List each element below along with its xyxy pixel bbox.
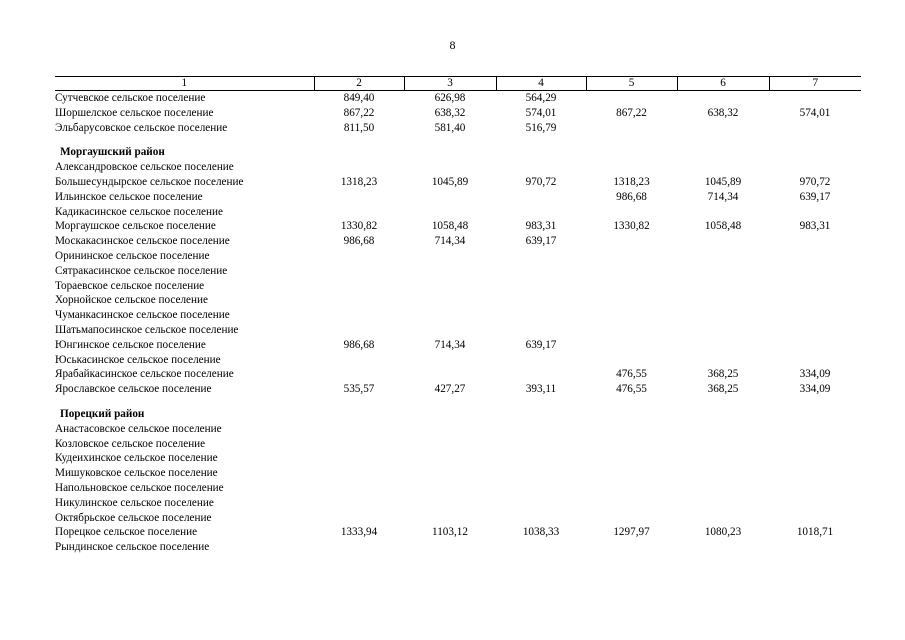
value-cell-col4	[496, 422, 586, 437]
settlement-name: Сятракасинское сельское поселение	[55, 264, 228, 277]
value-cell-col4: 516,79	[525, 121, 557, 134]
value-cell-col5	[586, 323, 677, 338]
value-cell-col2	[314, 353, 404, 368]
column-header: 1	[55, 77, 314, 91]
settlement-name: Кадикасинское сельское поселение	[55, 205, 223, 218]
value-cell-col2: 986,68	[343, 235, 375, 248]
value-cell-col4: 393,11	[525, 383, 557, 396]
value-cell-col6	[677, 511, 769, 526]
value-cell-col4	[496, 323, 586, 338]
table-row	[55, 160, 861, 175]
value-cell-col5	[586, 234, 677, 249]
value-cell-col2	[314, 308, 404, 323]
value-cell-col3	[404, 496, 496, 511]
settlement-name: Сутчевское сельское поселение	[55, 92, 206, 104]
value-cell-col6: 1045,89	[704, 175, 742, 188]
table-row	[55, 338, 861, 353]
value-cell-col2: 811,50	[343, 121, 375, 134]
value-cell-col5	[586, 437, 677, 452]
value-cell-col7: 334,09	[799, 368, 831, 381]
column-header: 7	[769, 77, 861, 91]
settlement-name: Шоршелское сельское поселение	[55, 106, 214, 119]
value-cell-col3	[404, 190, 496, 205]
table-row	[55, 481, 861, 496]
value-cell-col3	[404, 264, 496, 279]
value-cell-col4	[496, 190, 586, 205]
table-row	[55, 234, 861, 249]
value-cell-col2	[314, 264, 404, 279]
value-cell-col5: 1297,97	[613, 526, 650, 539]
value-cell-col2: 1318,23	[340, 175, 378, 188]
value-cell-col7	[769, 121, 861, 136]
value-cell-col5	[586, 422, 677, 437]
value-cell-col7	[769, 293, 861, 308]
value-cell-col3: 714,34	[434, 235, 466, 248]
table-row	[55, 525, 861, 540]
value-cell-col5	[586, 160, 677, 175]
value-cell-col4	[496, 437, 586, 452]
value-cell-col5: 1330,82	[613, 220, 650, 233]
settlement-name: Порецкое сельское поселение	[55, 526, 198, 539]
column-header: 4	[496, 77, 586, 91]
value-cell-col5: 867,22	[616, 106, 647, 119]
table-row	[55, 219, 861, 234]
value-cell-col5: 476,55	[616, 368, 647, 381]
settlement-name: Моргаушское сельское поселение	[55, 220, 216, 233]
value-cell-col3	[404, 367, 496, 382]
district-heading-row	[55, 135, 861, 160]
value-cell-col4	[496, 353, 586, 368]
table-row	[55, 190, 861, 205]
value-cell-col4: 574,01	[525, 106, 557, 119]
district-heading-row	[55, 397, 861, 422]
value-cell-col2: 535,57	[343, 383, 375, 396]
value-cell-col2	[314, 190, 404, 205]
settlement-name: Анастасовское сельское поселение	[55, 422, 222, 435]
table-row	[55, 451, 861, 466]
settlement-name: Эльбарусовское сельское поселение	[55, 121, 228, 134]
value-cell-col4: 564,29	[525, 92, 557, 104]
value-cell-col3	[404, 160, 496, 175]
value-cell-col3	[404, 279, 496, 294]
value-cell-col2	[314, 249, 404, 264]
value-cell-col3	[404, 451, 496, 466]
value-cell-col6: 1058,48	[704, 220, 742, 233]
value-cell-col2	[314, 422, 404, 437]
value-cell-col3: 1103,12	[432, 526, 468, 539]
value-cell-col7	[769, 451, 861, 466]
value-cell-col6	[677, 293, 769, 308]
value-cell-col5	[586, 540, 677, 555]
value-cell-col5: 986,68	[616, 190, 647, 203]
column-header: 2	[314, 77, 404, 91]
table-row	[55, 121, 861, 136]
value-cell-col6	[677, 323, 769, 338]
value-cell-col4	[496, 481, 586, 496]
table-row	[55, 367, 861, 382]
value-cell-col7	[769, 279, 861, 294]
value-cell-col6: 368,25	[707, 368, 739, 381]
value-cell-col4: 639,17	[525, 338, 557, 351]
settlement-name: Ильинское сельское поселение	[55, 190, 203, 203]
value-cell-col5	[586, 466, 677, 481]
table-row	[55, 308, 861, 323]
value-cell-col3: 638,32	[434, 106, 466, 119]
value-cell-col2	[314, 437, 404, 452]
value-cell-col4: 1038,33	[522, 526, 560, 539]
value-cell-col5	[586, 308, 677, 323]
table-row	[55, 249, 861, 264]
settlement-name: Большесундырское сельское поселение	[55, 175, 244, 188]
value-cell-col4	[496, 540, 586, 555]
settlement-name: Александровское сельское поселение	[55, 161, 234, 174]
value-cell-col5	[586, 353, 677, 368]
settlement-name: Хорнойское сельское поселение	[55, 294, 208, 307]
value-cell-col2: 1333,94	[340, 526, 378, 539]
value-cell-col2	[314, 279, 404, 294]
settlement-name: Напольновское сельское поселение	[55, 481, 224, 494]
value-cell-col7	[769, 540, 861, 555]
value-cell-col3	[404, 422, 496, 437]
table-row	[55, 293, 861, 308]
value-cell-col2	[314, 511, 404, 526]
value-cell-col7	[769, 437, 861, 452]
value-cell-col3	[404, 540, 496, 555]
settlement-name: Мишуковское сельское поселение	[55, 467, 218, 480]
value-cell-col3	[404, 437, 496, 452]
value-cell-col4	[496, 308, 586, 323]
value-cell-col6: 714,34	[707, 190, 739, 203]
value-cell-col3: 427,27	[434, 383, 466, 396]
value-cell-col2	[314, 293, 404, 308]
value-cell-col7	[769, 496, 861, 511]
value-cell-col2	[314, 481, 404, 496]
value-cell-col3: 1058,48	[431, 220, 469, 233]
value-cell-col7	[769, 481, 861, 496]
value-cell-col4	[496, 496, 586, 511]
value-cell-col4	[496, 249, 586, 264]
value-cell-col6	[677, 353, 769, 368]
value-cell-col4	[496, 367, 586, 382]
settlement-name: Октябрьское сельское поселение	[55, 511, 212, 524]
value-cell-col6	[677, 279, 769, 294]
value-cell-col2: 849,40	[343, 92, 375, 104]
value-cell-col5	[586, 338, 677, 353]
value-cell-col5	[586, 264, 677, 279]
value-cell-col3: 1045,89	[431, 175, 469, 188]
value-cell-col7	[769, 323, 861, 338]
settlement-name: Юськасинское сельское поселение	[55, 353, 221, 366]
settlement-name: Рындинское сельское поселение	[55, 541, 210, 554]
value-cell-col5	[586, 496, 677, 511]
value-cell-col3: 581,40	[434, 121, 466, 134]
value-cell-col4	[496, 205, 586, 220]
value-cell-col5: 476,55	[616, 383, 647, 396]
value-cell-col7	[769, 338, 861, 353]
value-cell-col7	[769, 422, 861, 437]
value-cell-col3	[404, 481, 496, 496]
table-row	[55, 353, 861, 368]
value-cell-col7	[769, 205, 861, 220]
value-cell-col3: 626,98	[434, 92, 466, 104]
value-cell-col7: 639,17	[799, 190, 831, 203]
value-cell-col2	[314, 466, 404, 481]
value-cell-col7: 983,31	[799, 220, 831, 233]
value-cell-col3	[404, 205, 496, 220]
table-row	[55, 175, 861, 190]
value-cell-col6	[677, 338, 769, 353]
value-cell-col2	[314, 205, 404, 220]
value-cell-col2	[314, 496, 404, 511]
tariff-table	[55, 76, 861, 555]
value-cell-col7	[769, 308, 861, 323]
column-header: 3	[404, 77, 496, 91]
value-cell-col2: 867,22	[343, 106, 375, 119]
table-row	[55, 382, 861, 397]
value-cell-col5	[586, 293, 677, 308]
value-cell-col7	[769, 234, 861, 249]
value-cell-col6	[677, 205, 769, 220]
table-row	[55, 437, 861, 452]
value-cell-col2	[314, 160, 404, 175]
value-cell-col7	[769, 353, 861, 368]
value-cell-col6: 368,25	[707, 383, 739, 396]
district-heading: Моргаушский район	[60, 146, 165, 159]
column-header: 5	[586, 77, 677, 91]
value-cell-col7: 1018,71	[796, 526, 834, 539]
value-cell-col6	[677, 451, 769, 466]
value-cell-col4	[496, 293, 586, 308]
value-cell-col6	[677, 437, 769, 452]
column-header: 6	[677, 77, 769, 91]
value-cell-col5	[586, 249, 677, 264]
value-cell-col2	[314, 367, 404, 382]
value-cell-col4	[496, 511, 586, 526]
value-cell-col3	[404, 308, 496, 323]
table-row	[55, 511, 861, 526]
value-cell-col5	[586, 511, 677, 526]
table-row	[55, 422, 861, 437]
table-row	[55, 323, 861, 338]
value-cell-col4	[496, 160, 586, 175]
value-cell-col3	[404, 353, 496, 368]
settlement-name: Никулинское сельское поселение	[55, 496, 214, 509]
value-cell-col5	[586, 279, 677, 294]
value-cell-col5	[586, 91, 677, 106]
value-cell-col2: 986,68	[343, 338, 375, 351]
value-cell-col3	[404, 323, 496, 338]
table-row	[55, 466, 861, 481]
table-row	[55, 264, 861, 279]
value-cell-col6	[677, 91, 769, 106]
settlement-name: Чуманкасинское сельское поселение	[55, 309, 230, 322]
value-cell-col7	[769, 249, 861, 264]
value-cell-col7: 970,72	[799, 175, 831, 188]
value-cell-col6	[677, 264, 769, 279]
settlement-name: Шатьмапосинское сельское поселение	[55, 323, 239, 336]
district-heading: Порецкий район	[60, 407, 145, 420]
value-cell-col6: 638,32	[707, 106, 739, 119]
value-cell-col5	[586, 481, 677, 496]
settlement-name: Козловское сельское поселение	[55, 437, 206, 450]
value-cell-col6	[677, 466, 769, 481]
value-cell-col4	[496, 451, 586, 466]
value-cell-col2: 1330,82	[340, 220, 378, 233]
value-cell-col7	[769, 160, 861, 175]
value-cell-col3	[404, 511, 496, 526]
value-cell-col6	[677, 160, 769, 175]
settlement-name: Ярославское сельское поселение	[55, 383, 212, 396]
value-cell-col4	[496, 279, 586, 294]
settlement-name: Тораевское сельское поселение	[55, 279, 205, 292]
value-cell-col4: 639,17	[525, 235, 557, 248]
value-cell-col3: 714,34	[434, 338, 466, 351]
value-cell-col4	[496, 264, 586, 279]
value-cell-col5: 1318,23	[613, 175, 650, 188]
value-cell-col2	[314, 323, 404, 338]
value-cell-col7	[769, 264, 861, 279]
value-cell-col6	[677, 422, 769, 437]
value-cell-col3	[404, 466, 496, 481]
settlement-name: Ярабайкасинское сельское поселение	[55, 368, 234, 381]
value-cell-col2	[314, 540, 404, 555]
table-row	[55, 540, 861, 555]
settlement-name: Орининское сельское поселение	[55, 249, 210, 262]
value-cell-col6: 1080,23	[704, 526, 742, 539]
value-cell-col4: 970,72	[525, 175, 557, 188]
value-cell-col7	[769, 466, 861, 481]
table-row	[55, 279, 861, 294]
table-header	[55, 77, 861, 91]
table-row	[55, 91, 861, 106]
value-cell-col6	[677, 121, 769, 136]
table-row	[55, 106, 861, 121]
table-row	[55, 205, 861, 220]
value-cell-col5	[586, 451, 677, 466]
value-cell-col2	[314, 451, 404, 466]
value-cell-col3	[404, 249, 496, 264]
value-cell-col7	[769, 91, 861, 106]
value-cell-col3	[404, 293, 496, 308]
value-cell-col7	[769, 511, 861, 526]
value-cell-col7: 574,01	[799, 106, 831, 119]
settlement-name: Москакасинское сельское поселение	[55, 235, 230, 248]
value-cell-col6	[677, 249, 769, 264]
settlement-name: Юнгинское сельское поселение	[55, 338, 206, 351]
table-row	[55, 496, 861, 511]
value-cell-col6	[677, 234, 769, 249]
value-cell-col6	[677, 540, 769, 555]
settlement-name: Кудеихинское сельское поселение	[55, 452, 218, 465]
value-cell-col5	[586, 121, 677, 136]
value-cell-col6	[677, 308, 769, 323]
page-number: 8	[449, 38, 456, 52]
value-cell-col4	[496, 466, 586, 481]
value-cell-col7: 334,09	[799, 383, 831, 396]
value-cell-col6	[677, 481, 769, 496]
value-cell-col6	[677, 496, 769, 511]
value-cell-col5	[586, 205, 677, 220]
value-cell-col4: 983,31	[525, 220, 557, 233]
table-body	[55, 91, 861, 555]
